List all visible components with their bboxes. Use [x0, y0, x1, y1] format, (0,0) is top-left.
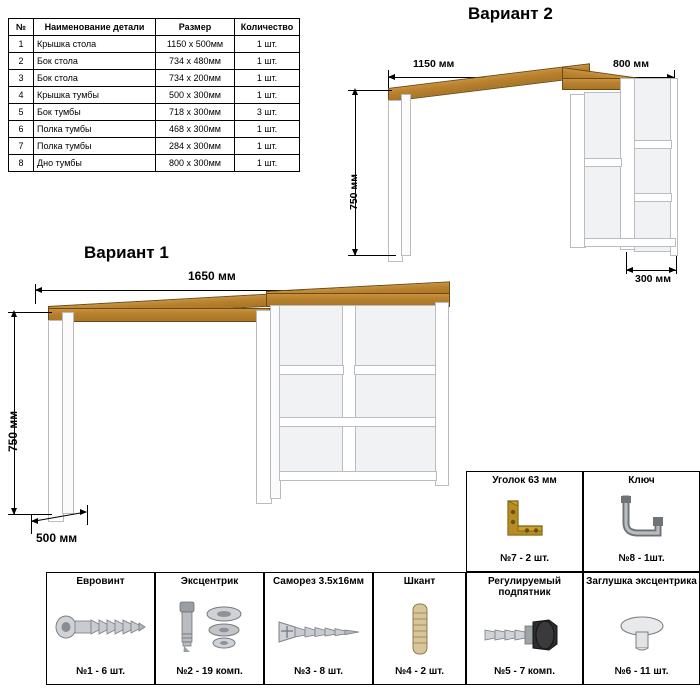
col-header-num: № [9, 19, 34, 36]
pedestal-right-panel [670, 78, 678, 256]
hardware-item-cam-lock [155, 572, 264, 685]
ext-line [626, 252, 627, 274]
variant1-drawing [0, 262, 470, 562]
variant2-width-label: 1150 мм [413, 58, 455, 70]
cell-qty: 1 шт. [235, 138, 300, 155]
cell-name: Бок тумбы [34, 104, 156, 121]
cam-lock-icon [156, 597, 263, 657]
dowel-icon [374, 603, 465, 655]
col-header-size: Размер [156, 19, 235, 36]
hardware-label: №6 - 11 шт. [614, 666, 669, 677]
arrow-left-icon [35, 287, 42, 293]
adjustable-foot-icon [467, 613, 582, 657]
ext-line [348, 90, 392, 91]
pedestal-shelf-right-upper [634, 140, 672, 149]
col-header-name: Наименование детали [34, 19, 156, 36]
cell-size: 734 х 480мм [156, 53, 235, 70]
hardware-item-corner-bracket [466, 471, 583, 572]
ext-line [8, 514, 52, 515]
cell-num: 2 [9, 53, 34, 70]
hardware-item-hex-key [583, 471, 700, 572]
cell-num: 7 [9, 138, 34, 155]
cam-cover-cap-icon [584, 611, 699, 657]
hardware-item-dowel [373, 572, 466, 685]
variant2-depth-top-label: 800 мм [613, 58, 649, 70]
ext-line [87, 505, 88, 525]
cell-qty: 1 шт. [235, 70, 300, 87]
pedestal-shelf-right [354, 365, 437, 375]
pedestal-shelf-lower [279, 417, 437, 427]
cell-size: 468 х 300мм [156, 121, 235, 138]
cell-size: 284 х 300мм [156, 138, 235, 155]
arrow-left-icon [626, 267, 633, 273]
col-header-qty: Количество [235, 19, 300, 36]
pedestal-shelf-left [584, 158, 622, 167]
variant1-title: Вариант 1 [84, 243, 169, 262]
table-row [9, 104, 300, 121]
hardware-label: №1 - 6 шт. [75, 666, 126, 677]
pedestal-bottom [279, 471, 437, 481]
table-row [9, 138, 300, 155]
hardware-title: Регулируемый подпятник [488, 576, 561, 598]
pedestal-inner-back [584, 92, 622, 246]
cell-size: 1150 х 500мм [156, 36, 235, 53]
table-row [9, 121, 300, 138]
corner-bracket-icon [467, 494, 582, 544]
hardware-item-confirmat-screw [46, 572, 155, 685]
cell-name: Крышка тумбы [34, 87, 156, 104]
table-row [9, 36, 300, 53]
hardware-title: Саморез 3.5х16мм [272, 576, 365, 587]
table-header-row [9, 19, 300, 36]
cell-qty: 3 шт. [235, 104, 300, 121]
cell-num: 6 [9, 121, 34, 138]
variant2-depth-bottom-label: 300 мм [635, 273, 671, 285]
variant1-width-label: 1650 мм [188, 269, 236, 283]
ext-line [676, 256, 677, 274]
variant2-drawing [330, 30, 700, 290]
hardware-label: №8 - 1шт. [618, 553, 665, 564]
hardware-label: №3 - 8 шт. [293, 666, 344, 677]
variant1-height-label: 750 мм [6, 410, 20, 452]
cell-name: Крышка стола [34, 36, 156, 53]
arrow-right-icon [80, 509, 87, 515]
ext-line [8, 312, 52, 313]
ext-line [348, 255, 396, 256]
cell-name: Бок стола [34, 70, 156, 87]
hardware-title: Эксцентрик [180, 576, 239, 587]
ext-line [35, 284, 36, 304]
pedestal-bottom [584, 238, 676, 247]
cell-qty: 1 шт. [235, 36, 300, 53]
desk-left-side-panel-edge [401, 94, 411, 256]
hardware-title: Евровинт [76, 576, 125, 587]
desk-left-leg-side [62, 312, 74, 514]
variant2-title: Вариант 2 [468, 4, 553, 23]
hardware-item-cam-cover-cap [583, 572, 700, 685]
pedestal-middle-divider [342, 305, 356, 479]
variant2-height-label: 750 мм [348, 174, 360, 210]
cell-num: 3 [9, 70, 34, 87]
hex-key-icon [584, 492, 699, 546]
cell-size: 800 х 300мм [156, 155, 235, 172]
parts-table [8, 18, 300, 172]
cell-size: 718 х 300мм [156, 104, 235, 121]
hardware-item-adjustable-foot [466, 572, 583, 685]
hardware-label: №7 - 2 шт. [499, 553, 550, 564]
cell-qty: 1 шт. [235, 53, 300, 70]
pedestal-right-panel [435, 302, 449, 486]
hardware-label: №2 - 19 комп. [176, 666, 243, 677]
table-row [9, 70, 300, 87]
cell-name: Бок стола [34, 53, 156, 70]
self-tapping-screw-icon [265, 611, 372, 653]
table-row [9, 53, 300, 70]
cell-name: Полка тумбы [34, 138, 156, 155]
hardware-label: №4 - 2 шт. [394, 666, 445, 677]
hardware-label: №5 - 7 комп. [493, 666, 555, 677]
hardware-title: Заглушка эксцентрика [586, 576, 697, 587]
hardware-title: Ключ [628, 475, 655, 486]
pedestal-right-compartment [634, 78, 672, 252]
pedestal-shelf-left [279, 365, 344, 375]
cell-num: 5 [9, 104, 34, 121]
cell-num: 4 [9, 87, 34, 104]
cell-num: 1 [9, 36, 34, 53]
table-row [9, 87, 300, 104]
cell-qty: 1 шт. [235, 87, 300, 104]
dim-line [355, 90, 356, 255]
table-row [9, 155, 300, 172]
arrow-left-icon [388, 74, 395, 80]
cell-size: 734 х 200мм [156, 70, 235, 87]
hardware-item-self-tapping-screw [264, 572, 373, 685]
pedestal-body [279, 305, 437, 479]
hardware-title: Шкант [403, 576, 436, 587]
desk-top-left-front [48, 308, 270, 322]
confirmat-screw-icon [47, 601, 154, 653]
pedestal-shelf-right-lower [634, 193, 672, 202]
cell-num: 8 [9, 155, 34, 172]
arrow-left-icon [31, 518, 38, 524]
cell-qty: 1 шт. [235, 155, 300, 172]
hardware-title: Уголок 63 мм [492, 475, 557, 486]
variant1-depth-label: 500 мм [36, 531, 78, 545]
cell-name: Полка тумбы [34, 121, 156, 138]
cell-name: Дно тумбы [34, 155, 156, 172]
cell-size: 500 х 300мм [156, 87, 235, 104]
ext-line [31, 514, 32, 534]
cell-qty: 1 шт. [235, 121, 300, 138]
